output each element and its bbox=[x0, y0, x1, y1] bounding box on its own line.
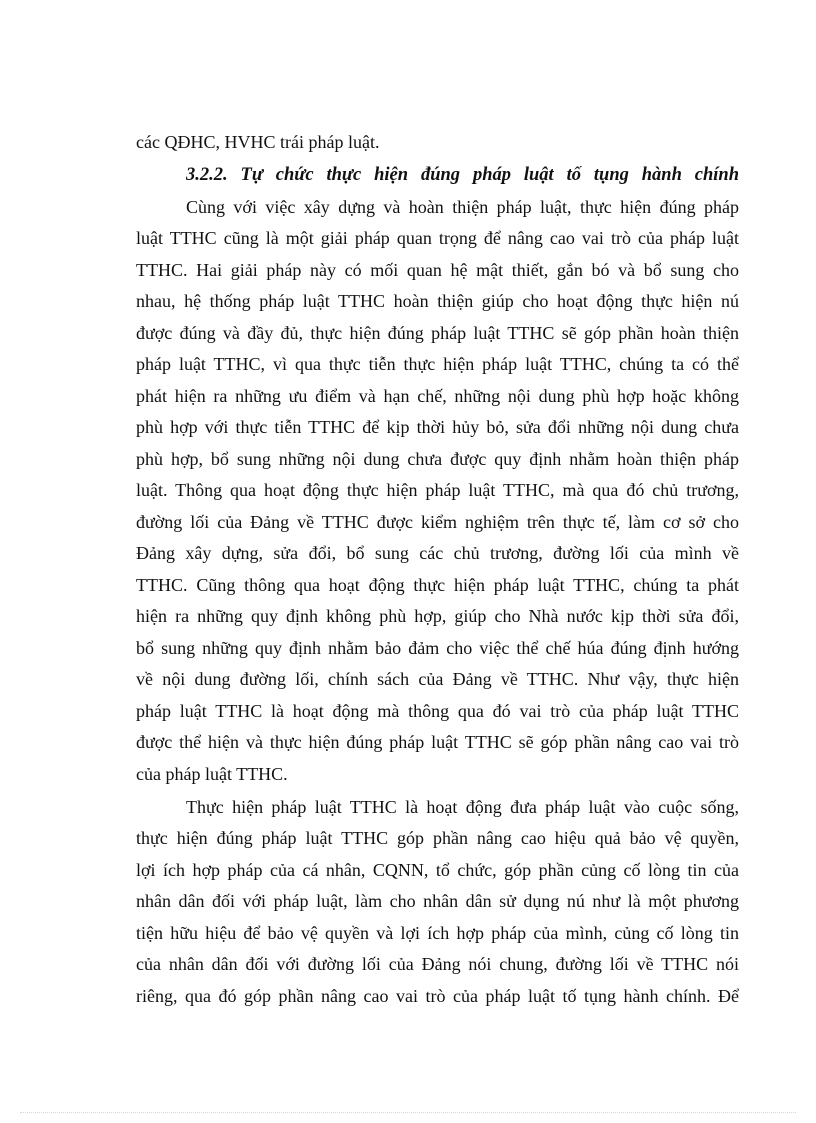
text-line: đường lối của Đảng về TTHC được kiểm nghiệm trên thực tế, làm cơ sở cho bbox=[136, 512, 739, 532]
text-line: luật TTHC cũng là một giải pháp quan trọng để nâng cao vai trò của pháp luật bbox=[136, 228, 739, 248]
text-line: của nhân dân đối với đường lối của Đảng nói chung, đường lối về TTHC nói bbox=[136, 954, 739, 974]
text-line: được đúng và đầy đủ, thực hiện đúng pháp luật TTHC sẽ góp phần hoàn thiện bbox=[136, 323, 739, 343]
text-line: Đảng xây dựng, sửa đổi, bổ sung các chủ trương, đường lối của mình về bbox=[136, 543, 739, 563]
text-line: bổ sung những quy định nhằm bảo đảm cho việc thể chế húa đúng định hướng bbox=[136, 638, 739, 658]
text-line: nhau, hệ thống pháp luật TTHC hoàn thiện giúp cho hoạt động thực hiện nú bbox=[136, 291, 739, 311]
text-line: về nội dung đường lối, chính sách của Đảng về TTHC. Như vậy, thực hiện bbox=[136, 669, 739, 689]
text-line: nhân dân đối với pháp luật, làm cho nhân dân sử dụng nú như là một phương bbox=[136, 891, 739, 911]
text-line: TTHC. Hai giải pháp này có mối quan hệ mật thiết, gắn bó và bổ sung cho bbox=[136, 260, 739, 280]
text-line: được thể hiện và thực hiện đúng pháp luật TTHC sẽ góp phần nâng cao vai trò bbox=[136, 732, 739, 752]
page-bottom-rule bbox=[20, 1112, 796, 1113]
text-line: Cùng với việc xây dựng và hoàn thiện pháp luật, thực hiện đúng pháp bbox=[186, 197, 739, 217]
text-line: thực hiện đúng pháp luật TTHC góp phần nâng cao hiệu quả bảo vệ quyền, bbox=[136, 828, 739, 848]
text-line: các QĐHC, HVHC trái pháp luật. bbox=[136, 132, 380, 152]
text-line: hiện ra những quy định không phù hợp, giúp cho Nhà nước kịp thời sửa đổi, bbox=[136, 606, 739, 626]
text-line: phát hiện ra những ưu điểm và hạn chế, những nội dung phù hợp hoặc không bbox=[136, 386, 739, 406]
section-heading: 3.2.2. Tự chức thực hiện đúng pháp luật tố tụng hành chính bbox=[186, 165, 739, 185]
text-line: Thực hiện pháp luật TTHC là hoạt động đưa pháp luật vào cuộc sống, bbox=[186, 797, 739, 817]
text-line: của pháp luật TTHC. bbox=[136, 764, 288, 784]
text-line: luật. Thông qua hoạt động thực hiện pháp luật TTHC, mà qua đó chủ trương, bbox=[136, 480, 739, 500]
text-line: phù hợp với thực tiễn TTHC để kịp thời hủy bỏ, sửa đổi những nội dung chưa bbox=[136, 417, 739, 437]
text-line: riêng, qua đó góp phần nâng cao vai trò của pháp luật tố tụng hành chính. Để bbox=[136, 986, 739, 1006]
text-line: phù hợp, bổ sung những nội dung chưa được quy định nhằm hoàn thiện pháp bbox=[136, 449, 739, 469]
text-line: tiện hữu hiệu để bảo vệ quyền và lợi ích hợp pháp của mình, củng cố lòng tin bbox=[136, 923, 739, 943]
text-line: pháp luật TTHC, vì qua thực tiễn thực hiện pháp luật TTHC, chúng ta có thể bbox=[136, 354, 739, 374]
text-line: pháp luật TTHC là hoạt động mà thông qua đó vai trò của pháp luật TTHC bbox=[136, 701, 739, 721]
text-line: lợi ích hợp pháp của cá nhân, CQNN, tổ chức, góp phần củng cố lòng tin của bbox=[136, 860, 739, 880]
text-line: TTHC. Cũng thông qua hoạt động thực hiện pháp luật TTHC, chúng ta phát bbox=[136, 575, 739, 595]
